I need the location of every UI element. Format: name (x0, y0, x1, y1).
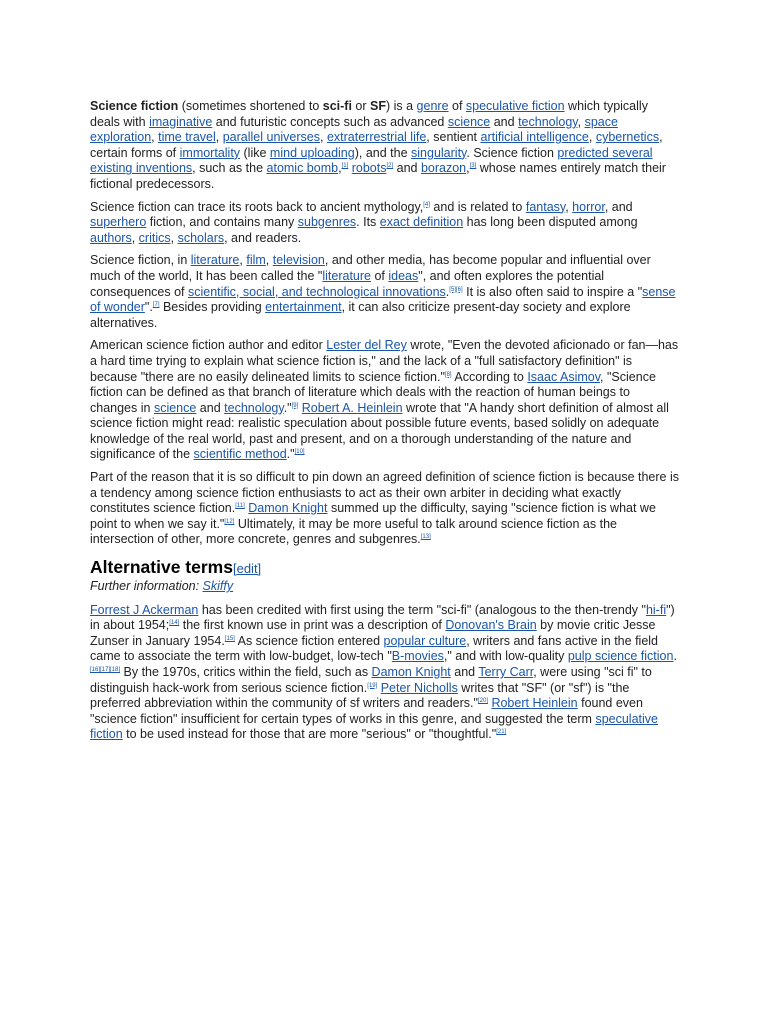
citation-ref[interactable]: [19] (367, 682, 378, 689)
link-horror[interactable]: horror (572, 199, 605, 214)
link-damon-knight[interactable]: Damon Knight (371, 665, 451, 679)
citation-ref[interactable]: [5][6] (449, 286, 463, 293)
link-subgenres[interactable]: subgenres (297, 215, 357, 230)
link-speculative-fiction[interactable]: speculative fiction (465, 99, 565, 113)
citation-ref[interactable]: [9] (291, 402, 299, 409)
link-sense-of-wonder[interactable]: sense of wonder (90, 284, 676, 315)
link-imaginative[interactable]: imaginative (149, 114, 213, 129)
link-donovans-brain[interactable]: Donovan's Brain (445, 618, 537, 633)
link-ideas[interactable]: ideas (388, 268, 419, 283)
link-science[interactable]: science (153, 400, 197, 415)
paragraph-alternative-terms: Forrest J Ackerman has been credited with first using the term "sci-fi" (analogous to the then-trendy "hi-fi") in about 1954;[14] the first known use in print was a description of Donovan's Brain by movie critic Jesse Zunser in January 1954.[15] As science fiction entered popular culture, writers and fans active in the field came to associate the term with low-budget, low-tech "B-movies," and with low-quality pulp science fiction.[16][17][18] By the 1970s, critics within the field, such as Damon Knight and Terry Carr, were using "sci fi" to distinguish hack-work from serious science fiction.[19] Peter Nicholls writes that "SF" (or "sf") is "the preferred abbreviation within the community of sf writers and readers."[20] Robert Heinlein found even "science fiction" insufficient for certain types of works in this genre, and suggested the term speculative fiction to be used instead for those that are more "serious" or "thoughtful."[21] (90, 602, 677, 742)
paragraph-origins: Science fiction can trace its roots back to ancient mythology,[4] and is related to fantasy, horror, and superhero fiction, and contains many subgenres. Its exact definition has long been disputed among authors, critics, scholars, and readers. (90, 199, 638, 245)
link-popular-culture[interactable]: popular culture (383, 633, 467, 648)
section-edit-link[interactable]: [edit] (232, 561, 262, 577)
link-scholars[interactable]: scholars (177, 230, 225, 245)
link-singularity[interactable]: singularity (411, 145, 467, 160)
citation-ref[interactable]: [10] (294, 449, 305, 456)
link-innovations[interactable]: scientific, social, and technological innovations (188, 284, 446, 299)
link-speculative-fiction[interactable]: speculative fiction (90, 711, 658, 742)
link-literature[interactable]: literature (190, 253, 240, 268)
further-information: Further information: Skiffy (90, 579, 234, 594)
link-hi-fi[interactable]: hi-fi (645, 602, 667, 617)
link-entertainment[interactable]: entertainment (265, 300, 342, 315)
link-predicted-inventions[interactable]: predicted several existing inventions (90, 145, 653, 176)
citation-ref[interactable]: [3] (469, 163, 477, 170)
link-genre[interactable]: genre (416, 99, 449, 113)
intro-paragraph: Science fiction (sometimes shortened to sci-fi or SF) is a genre of speculative fiction which typically deals with imaginative and futuristic concepts such as advanced science and technology, space exploration, time travel, parallel universes, extraterrestrial life, sentient artificial intelligence, cybernetics, certain forms of immortality (like mind uploading), and the singularity. Science fiction predicted several existing inventions, such as the atomic bomb,[1] robots[2] and borazon,[3] whose names entirely match their fictional predecessors. (90, 99, 666, 191)
link-critics[interactable]: critics (138, 230, 171, 245)
citation-ref[interactable]: [7] (152, 302, 160, 309)
link-television[interactable]: television (272, 253, 325, 268)
link-isaac-asimov[interactable]: Isaac Asimov (527, 369, 601, 384)
link-technology[interactable]: technology (224, 400, 284, 415)
link-terry-carr[interactable]: Terry Carr (478, 665, 534, 679)
citation-ref[interactable]: [21] (496, 729, 507, 736)
link-skiffy[interactable]: Skiffy (202, 579, 234, 594)
paragraph-difficulty: Part of the reason that it is so difficult to pin down an agreed definition of science fiction is because there is a tendency among science fiction enthusiasts to act as their own arbiter in deciding what exactly constitutes science fiction.[11] Damon Knight summed up the difficulty, saying "science fiction is what we point to when we say it."[12] Ultimately, it may be more useful to talk around science fiction as the intersection of other, more concrete, genres and subgenres.[13] (90, 470, 680, 547)
article-subject: Science fiction (90, 99, 179, 113)
paragraph-media: Science fiction, in literature, film, television, and other media, has become popular and influential over much of the world, It has been called the "literature of ideas", and often explores the potential consequences of scientific, social, and technological innovations.[5][6] It is also often said to inspire a "sense of wonder".[7] Besides providing entertainment, it can also criticize present-day society and explore alternatives. (90, 253, 676, 330)
citation-ref[interactable]: [14] (169, 620, 180, 627)
link-cybernetics[interactable]: cybernetics (595, 130, 660, 145)
link-superhero[interactable]: superhero (90, 215, 147, 230)
citation-ref[interactable]: [13] (420, 534, 431, 541)
article-body (90, 99, 680, 750)
link-atomic-bomb[interactable]: atomic bomb (266, 161, 339, 176)
link-technology[interactable]: technology (518, 114, 578, 129)
link-parallel-universes[interactable]: parallel universes (222, 130, 320, 145)
link-artificial-intelligence[interactable]: artificial intelligence (480, 130, 589, 145)
link-fantasy[interactable]: fantasy (525, 199, 566, 214)
link-robert-a-heinlein[interactable]: Robert A. Heinlein (301, 400, 403, 415)
section-heading: Alternative terms[edit] (90, 557, 262, 578)
link-space-exploration[interactable]: space exploration (90, 114, 618, 145)
link-extraterrestrial-life[interactable]: extraterrestrial life (326, 130, 427, 145)
link-film[interactable]: film (246, 253, 266, 268)
citation-ref[interactable]: [2] (386, 163, 394, 170)
link-robert-heinlein[interactable]: Robert Heinlein (491, 696, 578, 711)
link-science[interactable]: science (447, 114, 491, 129)
citation-ref[interactable]: [15] (224, 635, 235, 642)
link-mind-uploading[interactable]: mind uploading (269, 145, 355, 160)
link-immortality[interactable]: immortality (179, 145, 241, 160)
link-borazon[interactable]: borazon (420, 161, 467, 176)
link-scientific-method[interactable]: scientific method (193, 447, 287, 462)
citation-ref[interactable]: [1] (341, 163, 349, 170)
link-b-movies[interactable]: B-movies (391, 649, 444, 664)
citation-ref[interactable]: [8] (444, 371, 452, 378)
citation-ref[interactable]: [16][17][18] (90, 667, 121, 673)
link-pulp-science-fiction[interactable]: pulp science fiction (567, 649, 674, 664)
citation-ref[interactable]: [12] (224, 518, 235, 525)
link-literature-of-ideas[interactable]: literature (322, 268, 371, 283)
citation-ref[interactable]: [20] (477, 698, 488, 705)
link-robots[interactable]: robots (351, 161, 387, 176)
link-time-travel[interactable]: time travel (158, 130, 216, 145)
link-lester-del-rey[interactable]: Lester del Rey (326, 338, 407, 353)
link-peter-nicholls[interactable]: Peter Nicholls (380, 680, 458, 695)
link-damon-knight[interactable]: Damon Knight (248, 501, 328, 516)
citation-ref[interactable]: [11] (235, 503, 245, 510)
link-forrest-j-ackerman[interactable]: Forrest J Ackerman (90, 602, 199, 617)
paragraph-definitions: American science fiction author and editor Lester del Rey wrote, "Even the devoted aficionado or fan—has a hard time trying to explain what science fiction is," and the lack of a "full satisfactory definition" is because "there are no easily delineated limits to science fiction."[8] According to Isaac Asimov, "Science fiction can be defined as that branch of literature which deals with the reaction of human beings to changes in science and technology."[9] Robert A. Heinlein wrote that "A handy short definition of almost all science fiction might read: realistic speculation about possible future events, based solidly on adequate knowledge of the real world, past and present, and on a thorough understanding of the nature and significance of the scientific method."[10] (90, 338, 679, 462)
link-authors[interactable]: authors (90, 230, 132, 245)
citation-ref[interactable]: [4] (423, 201, 430, 208)
link-exact-definition[interactable]: exact definition (379, 215, 464, 230)
